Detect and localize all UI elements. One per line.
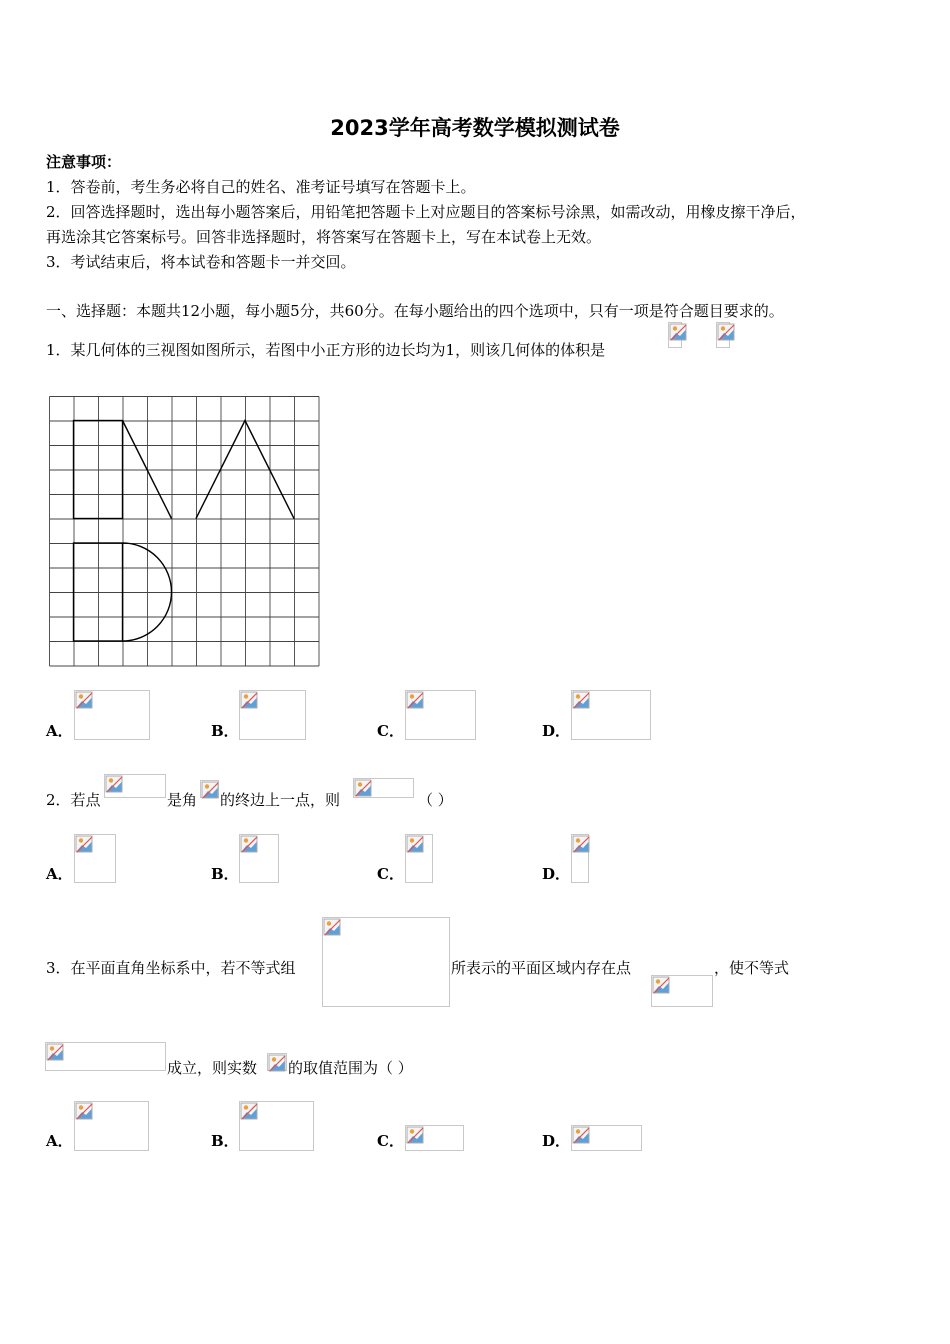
q2-option-c-label: C． bbox=[377, 865, 404, 883]
q3-option-b-image bbox=[239, 1101, 314, 1151]
broken-image-icon bbox=[406, 691, 424, 709]
q2-option-b-label: B． bbox=[211, 865, 239, 883]
broken-image-icon bbox=[323, 918, 341, 936]
q1-option-a-image bbox=[74, 690, 150, 740]
q2-option-d-label: D． bbox=[542, 865, 571, 883]
q3-text-2: 所表示的平面区域内存在点 bbox=[451, 959, 632, 977]
broken-image-icon bbox=[240, 835, 258, 853]
broken-image-icon bbox=[46, 1043, 64, 1061]
top-view-semicircle bbox=[123, 543, 172, 641]
notice-item-1: 1．答卷前，考生务必将自己的姓名、准考证号填写在答题卡上。 bbox=[46, 178, 476, 196]
q2-option-c-image bbox=[405, 834, 433, 883]
q3-option-a-label: A． bbox=[46, 1132, 73, 1150]
broken-image-icon bbox=[201, 781, 219, 799]
formula-image bbox=[45, 1042, 166, 1071]
notice-item-2: 2．回答选择题时，选出每小题答案后，用铅笔把答题卡上对应题目的答案标号涂黑，如需改动，用橡皮擦干净后， bbox=[46, 203, 806, 221]
broken-image-icon bbox=[572, 835, 590, 853]
broken-image-icon bbox=[240, 1102, 258, 1120]
formula-image bbox=[200, 780, 219, 798]
formula-image bbox=[651, 975, 713, 1007]
q1-option-b-image bbox=[239, 690, 306, 740]
broken-image-icon bbox=[354, 779, 372, 797]
q1-option-b-label: B． bbox=[211, 722, 239, 740]
q3-text-4: 成立，则实数 bbox=[167, 1059, 258, 1077]
q3-option-b-label: B． bbox=[211, 1132, 239, 1150]
broken-image-icon bbox=[572, 691, 590, 709]
q2-option-d-image bbox=[571, 834, 589, 883]
q2-text-4: （ ） bbox=[418, 791, 453, 809]
broken-image-icon bbox=[572, 1126, 590, 1144]
q1-option-d-image bbox=[571, 690, 651, 740]
broken-image-icon bbox=[240, 691, 258, 709]
q2-text-3: 的终边上一点，则 bbox=[220, 791, 341, 809]
q3-option-c-image bbox=[405, 1125, 464, 1151]
broken-image-icon bbox=[652, 976, 670, 994]
formula-image bbox=[267, 1053, 287, 1071]
q2-text-1: 2．若点 bbox=[46, 791, 101, 809]
broken-image-icon bbox=[669, 323, 687, 341]
q1-text: 1．某几何体的三视图如图所示，若图中小正方形的边长均为1，则该几何体的体积是 bbox=[46, 341, 606, 359]
q3-text-5: 的取值范围为（ ） bbox=[288, 1059, 413, 1077]
formula-image bbox=[716, 322, 730, 348]
q3-option-d-label: D． bbox=[542, 1132, 571, 1150]
formula-image bbox=[353, 778, 414, 798]
top-view-rect bbox=[74, 543, 123, 641]
formula-image bbox=[668, 322, 682, 348]
q2-option-a-image bbox=[74, 834, 116, 883]
front-view-rect bbox=[74, 421, 123, 519]
notice-item-2-cont: 再选涂其它答案标号。回答非选择题时，将答案写在答题卡上，写在本试卷上无效。 bbox=[46, 228, 602, 246]
three-view-diagram bbox=[49, 396, 320, 668]
broken-image-icon bbox=[75, 691, 93, 709]
formula-image bbox=[104, 774, 166, 798]
broken-image-icon bbox=[406, 835, 424, 853]
q1-option-c-image bbox=[405, 690, 476, 740]
q3-option-a-image bbox=[74, 1101, 149, 1151]
q3-text-1: 3．在平面直角坐标系中，若不等式组 bbox=[46, 959, 296, 977]
broken-image-icon bbox=[105, 775, 123, 793]
q2-text-2: 是角 bbox=[167, 791, 198, 809]
q3-option-d-image bbox=[571, 1125, 642, 1151]
q2-option-a-label: A． bbox=[46, 865, 73, 883]
broken-image-icon bbox=[268, 1054, 286, 1072]
notice-item-3: 3．考试结束后，将本试卷和答题卡一并交回。 bbox=[46, 253, 356, 271]
q1-option-c-label: C． bbox=[377, 722, 404, 740]
inequality-system-image bbox=[322, 917, 450, 1007]
broken-image-icon bbox=[717, 323, 735, 341]
q2-option-b-image bbox=[239, 834, 279, 883]
page-title: 2023学年高考数学模拟测试卷 bbox=[330, 116, 620, 140]
broken-image-icon bbox=[406, 1126, 424, 1144]
broken-image-icon bbox=[75, 835, 93, 853]
q3-option-c-label: C． bbox=[377, 1132, 404, 1150]
section-heading: 一、选择题：本题共12小题，每小题5分，共60分。在每小题给出的四个选项中，只有一项是符合题目要求的。 bbox=[46, 302, 784, 320]
q1-option-d-label: D． bbox=[542, 722, 571, 740]
q1-option-a-label: A． bbox=[46, 722, 73, 740]
side-view-triangle bbox=[196, 421, 294, 519]
front-view-slant bbox=[123, 421, 172, 519]
notice-heading: 注意事项： bbox=[46, 153, 122, 171]
q3-text-3: ，使不等式 bbox=[714, 959, 790, 977]
broken-image-icon bbox=[75, 1102, 93, 1120]
